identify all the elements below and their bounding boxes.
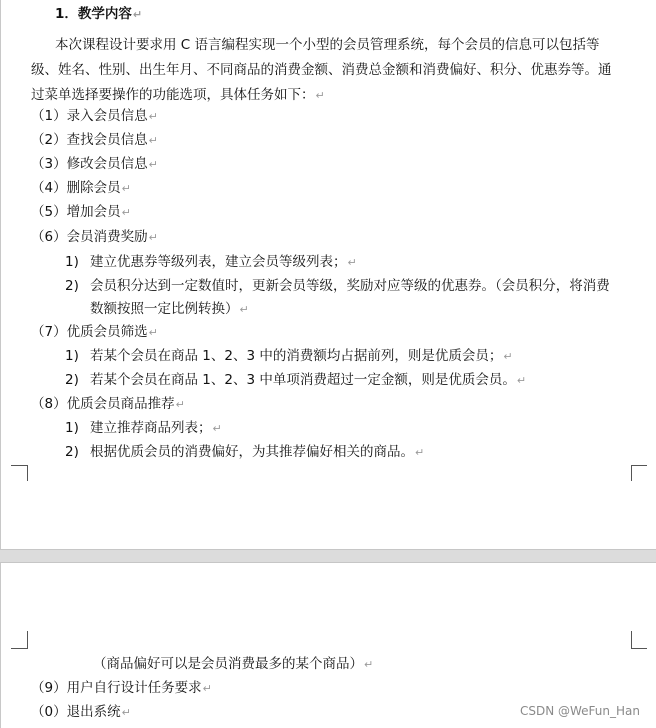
list-item-3: （3）修改会员信息↵ — [31, 156, 158, 172]
sub-item-6-2-continuation: 数额按照一定比例转换）↵ — [90, 301, 249, 317]
intro-line-1: 本次课程设计要求用 C 语言编程实现一个小型的会员管理系统，每个会员的信息可以包括等 — [55, 37, 600, 53]
list-item-2: （2）查找会员信息↵ — [31, 132, 158, 148]
list-item-5: （5）增加会员↵ — [31, 204, 131, 220]
crop-mark-top-left-h — [11, 648, 27, 649]
intro-line-3: 过菜单选择要操作的功能选项，具体任务如下：↵ — [31, 87, 325, 103]
document-page-2 — [0, 563, 656, 728]
list-item-9: （9）用户自行设计任务要求↵ — [31, 680, 212, 696]
list-item-4: （4）删除会员↵ — [31, 180, 131, 196]
sub-item-8-1: 建立推荐商品列表；↵ — [90, 420, 222, 436]
crop-mark-bottom-right-h — [631, 465, 647, 466]
list-item-0: （0）退出系统↵ — [31, 704, 131, 720]
page-separator — [0, 549, 656, 563]
sub-item-6-2: 会员积分达到一定数值时，更新会员等级，奖励对应等级的优惠券。（会员积分，将消费 — [90, 278, 610, 294]
note-line: （商品偏好可以是会员消费最多的某个商品）↵ — [93, 656, 374, 672]
list-item-1: （1）录入会员信息↵ — [31, 108, 158, 124]
watermark: CSDN @WeFun_Han — [519, 704, 640, 718]
sub-item-6-1-number: 1) — [65, 254, 79, 270]
list-item-6: （6）会员消费奖励↵ — [31, 229, 158, 245]
crop-mark-bottom-left-h — [11, 465, 27, 466]
sub-item-8-2-number: 2) — [65, 444, 79, 460]
crop-mark-top-left — [11, 631, 28, 649]
sub-item-7-1-number: 1) — [65, 348, 79, 364]
sub-item-7-2-number: 2) — [65, 372, 79, 388]
crop-mark-bottom-left — [11, 465, 28, 481]
intro-line-2: 级、姓名、性别、出生年月、不同商品的消费金额、消费总金额和消费偏好、积分、优惠券等。通 — [31, 62, 612, 78]
sub-item-6-2-number: 2) — [65, 278, 79, 294]
sub-item-6-1: 建立优惠券等级列表，建立会员等级列表；↵ — [90, 254, 357, 270]
crop-mark-top-right — [631, 631, 648, 649]
sub-item-7-1: 若某个会员在商品 1、2、3 中的消费额均占据前列，则是优质会员；↵ — [90, 348, 513, 364]
section-heading: 1．教学内容↵ — [55, 6, 143, 22]
sub-item-8-1-number: 1) — [65, 420, 79, 436]
crop-mark-top-right-h — [631, 648, 647, 649]
crop-mark-bottom-right — [631, 465, 648, 481]
list-item-8: （8）优质会员商品推荐↵ — [31, 396, 185, 412]
sub-item-7-2: 若某个会员在商品 1、2、3 中单项消费超过一定金额，则是优质会员。↵ — [90, 372, 527, 388]
list-item-7: （7）优质会员筛选↵ — [31, 324, 158, 340]
sub-item-8-2: 根据优质会员的消费偏好，为其推荐偏好相关的商品。↵ — [90, 444, 425, 460]
